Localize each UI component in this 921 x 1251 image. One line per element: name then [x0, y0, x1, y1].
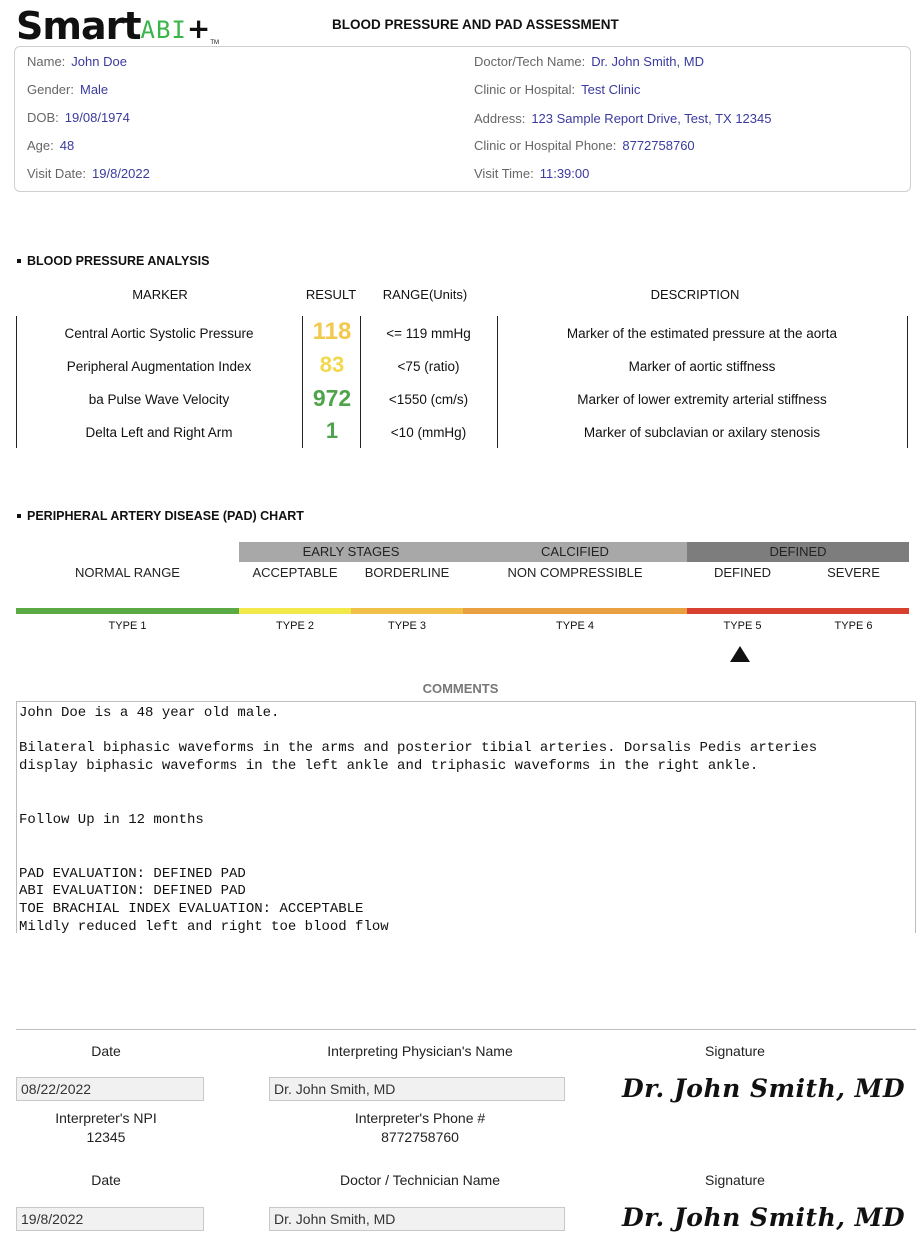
- bp-row-result: 83: [319, 352, 345, 377]
- interpreter-date-field[interactable]: 08/22/2022: [16, 1077, 204, 1101]
- interpreter-npi-value: 12345: [86, 1129, 126, 1145]
- pad-label-defined: DEFINED: [713, 565, 772, 580]
- pad-type-bar: [351, 608, 463, 614]
- interpreter-name-field[interactable]: Dr. John Smith, MD: [269, 1077, 565, 1101]
- doctor-name-field[interactable]: Dr. John Smith, MD: [269, 1207, 565, 1231]
- comment-line: PAD EVALUATION: DEFINED PAD: [19, 866, 246, 882]
- table-divider: [907, 316, 908, 448]
- bp-row-result: 1: [325, 418, 339, 443]
- comments-title: COMMENTS: [422, 681, 499, 696]
- bp-row-marker: ba Pulse Wave Velocity: [88, 392, 230, 407]
- patient-gender: Gender: Male: [27, 82, 109, 97]
- pad-type-label: TYPE 5: [723, 620, 762, 632]
- comment-line: TOE BRACHIAL INDEX EVALUATION: ACCEPTABLE: [19, 901, 364, 917]
- pad-label-severe: SEVERE: [827, 565, 880, 580]
- bullet-square-icon: [17, 514, 21, 518]
- bullet-square-icon: [17, 259, 21, 263]
- bp-row-marker: Delta Left and Right Arm: [85, 425, 233, 440]
- interpreter-name-label: Interpreting Physician's Name: [327, 1043, 513, 1059]
- bp-row-description: Marker of subclavian or axilary stenosis: [583, 425, 821, 440]
- bp-row-range: <= 119 mmHg: [386, 326, 471, 341]
- bp-header-description: DESCRIPTION: [650, 287, 740, 302]
- pad-indicator-triangle-icon: [730, 646, 750, 662]
- interpreter-phone-label: Interpreter's Phone #: [354, 1110, 486, 1126]
- pad-section-title: PERIPHERAL ARTERY DISEASE (PAD) CHART: [17, 509, 304, 523]
- comment-line: ABI EVALUATION: DEFINED PAD: [19, 883, 246, 899]
- pad-type-label: TYPE 4: [556, 620, 594, 632]
- pad-label-noncompressible: NON COMPRESSIBLE: [507, 565, 643, 580]
- doctor-name-label: Doctor / Technician Name: [339, 1172, 501, 1188]
- bp-row-result: 972: [312, 385, 352, 411]
- pad-type-label: TYPE 2: [276, 620, 314, 632]
- clinic-address: Address: 123 Sample Report Drive, Test, TX 12345: [474, 111, 772, 126]
- clinic-name: Clinic or Hospital: Test Clinic: [474, 82, 641, 97]
- patient-dob: DOB: 19/08/1974: [27, 110, 130, 125]
- clinic-phone: Clinic or Hospital Phone: 8772758760: [474, 138, 695, 153]
- bp-row-range: <1550 (cm/s): [388, 392, 469, 407]
- pad-label-normal: NORMAL RANGE: [75, 565, 180, 580]
- doctor-tech-name: Doctor/Tech Name: Dr. John Smith, MD: [474, 54, 704, 69]
- smartabi-logo: SmartABI+TM: [16, 4, 220, 48]
- doctor-signature-label: Signature: [705, 1172, 765, 1188]
- bp-row-result: 118: [312, 318, 352, 345]
- pad-type-bar: [687, 608, 798, 614]
- pad-type-bar: [239, 608, 351, 614]
- pad-type-label: TYPE 3: [388, 620, 426, 632]
- bp-row-description: Marker of aortic stiffness: [628, 359, 776, 374]
- bp-row-range: <75 (ratio): [397, 359, 460, 374]
- bp-header-result: RESULT: [305, 287, 357, 302]
- bp-section-title: BLOOD PRESSURE ANALYSIS: [17, 254, 209, 268]
- doctor-signature: Dr. John Smith, MD: [622, 1203, 906, 1232]
- visit-time: Visit Time: 11:39:00: [474, 166, 590, 181]
- bp-row-description: Marker of lower extremity arterial stiffness: [577, 392, 827, 407]
- bp-row-description: Marker of the estimated pressure at the aorta: [566, 326, 838, 341]
- doctor-date-field[interactable]: 19/8/2022: [16, 1207, 204, 1231]
- comment-line: John Doe is a 48 year old male.: [19, 705, 280, 721]
- report-title: BLOOD PRESSURE AND PAD ASSESSMENT: [332, 17, 619, 32]
- patient-age: Age: 48: [27, 138, 75, 153]
- comment-line: Mildly reduced left and right toe blood flow: [19, 919, 389, 935]
- interpreter-date-label: Date: [91, 1043, 121, 1059]
- interpreter-npi-label: Interpreter's NPI: [55, 1110, 157, 1126]
- bp-header-marker: MARKER: [132, 287, 188, 302]
- bp-row-marker: Central Aortic Systolic Pressure: [64, 326, 254, 341]
- interpreter-phone-value: 8772758760: [381, 1129, 459, 1145]
- band-calcified: CALCIFIED: [463, 542, 687, 562]
- pad-type-bar: [463, 608, 687, 614]
- visit-date: Visit Date: 19/8/2022: [27, 166, 150, 181]
- comment-line: display biphasic waveforms in the left ankle and triphasic waveforms in the right ankle.: [19, 758, 759, 774]
- comment-line: Bilateral biphasic waveforms in the arms and posterior tibial arteries. Dorsalis Pedis arteries: [19, 740, 818, 756]
- interpreter-signature-label: Signature: [705, 1043, 765, 1059]
- band-defined: DEFINED: [687, 542, 909, 562]
- bp-header-range: RANGE(Units): [382, 287, 468, 302]
- interpreter-signature: Dr. John Smith, MD: [622, 1074, 906, 1103]
- signoff-divider: [16, 1029, 916, 1030]
- doctor-date-label: Date: [91, 1172, 121, 1188]
- comment-line: Follow Up in 12 months: [19, 812, 204, 828]
- pad-type-label: TYPE 1: [108, 620, 147, 632]
- pad-label-borderline: BORDERLINE: [364, 565, 450, 580]
- bp-row-marker: Peripheral Augmentation Index: [66, 359, 252, 374]
- pad-type-label: TYPE 6: [834, 620, 873, 632]
- pad-label-acceptable: ACCEPTABLE: [252, 565, 338, 580]
- patient-name: Name: John Doe: [27, 54, 127, 69]
- bp-row-range: <10 (mmHg): [390, 425, 467, 440]
- pad-type-bar: [798, 608, 909, 614]
- band-early-stages: EARLY STAGES: [239, 542, 463, 562]
- pad-type-bar: [16, 608, 239, 614]
